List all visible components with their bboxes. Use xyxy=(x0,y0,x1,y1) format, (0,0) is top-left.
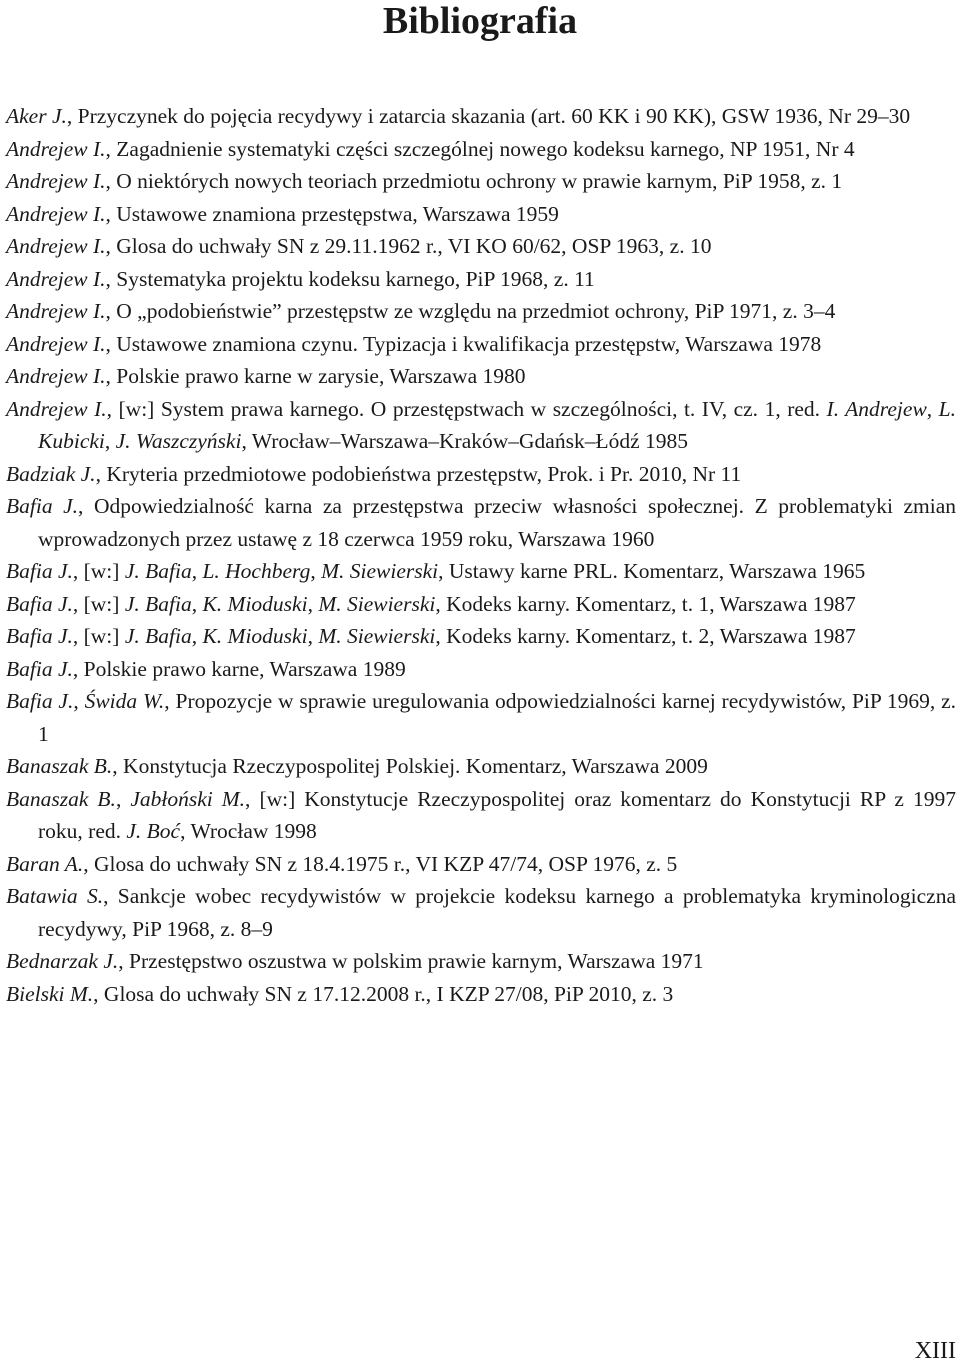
bibliography-entry: Banaszak B., Konstytucja Rzeczypospolitej Polskiej. Komentarz, Warszawa 2009 xyxy=(6,754,708,778)
bibliography-entry: Bielski M., Glosa do uchwały SN z 17.12.2008 r., I KZP 27/08, PiP 2010, z. 3 xyxy=(6,981,674,1006)
bibliography-entry: Aker J., Przyczynek do pojęcia recydywy i zatarcia skazania (art. 60 KK i 90 KK), GSW 1936, Nr 29–30 xyxy=(6,104,911,128)
bibliography-entry: Baran A., Glosa do uchwały SN z 18.4.1975 r., VI KZP 47/74, OSP 1976, z. 5 xyxy=(6,851,678,876)
bibliography-entry: Andrejew I., O „podobieństwie” przestępstw ze względu na przedmiot ochrony, PiP 1971, z. 3–4 xyxy=(6,299,836,323)
bibliography-entry: Andrejew I., Ustawowe znamiona czynu. Typizacja i kwalifikacja przestępstw, Warszawa 1978 xyxy=(6,331,822,356)
bibliography-entry: Bafia J., Polskie prawo karne, Warszawa 1989 xyxy=(6,656,406,681)
bibliography-entry: Banaszak B., Jabłoński M., [w:] Konstytucje Rzeczypospolitej oraz komentarz do Konstytucji RP z 1997 roku, red. J. Boć, Wrocław 1998 xyxy=(6,786,956,843)
bibliography-entry: Batawia S., Sankcje wobec recydywistów w projekcie kodeksu karnego a problematyka kryminologiczna recydywy, PiP 1968, z. 8–9 xyxy=(6,884,956,941)
bibliography-entry: Andrejew I., Ustawowe znamiona przestępstwa, Warszawa 1959 xyxy=(6,201,559,226)
bibliography-entry: Bafia J., [w:] J. Bafia, L. Hochberg, M. Siewierski, Ustawy karne PRL. Komentarz, Warszawa 1965 xyxy=(6,559,866,583)
page-number: XIII xyxy=(914,1338,956,1364)
bibliography-entry: Badziak J., Kryteria przedmiotowe podobieństwa przestępstw, Prok. i Pr. 2010, Nr 11 xyxy=(6,461,742,486)
bibliography-entry: Andrejew I., [w:] System prawa karnego. O przestępstwach w szczególności, t. IV, cz. 1, red. I. Andrejew, L. Kubicki, J. Waszczyński, Wrocław–Warszawa–Kraków–Gdańsk–Łódź 1985 xyxy=(6,396,957,453)
bibliography-entry: Andrejew I., Zagadnienie systematyki części szczególnej nowego kodeksu karnego, NP 1951, Nr 4 xyxy=(6,136,855,161)
bibliography-entry: Bafia J., [w:] J. Bafia, K. Mioduski, M. Siewierski, Kodeks karny. Komentarz, t. 2, Warszawa 1987 xyxy=(6,624,856,648)
bibliography-entry: Bafia J., Odpowiedzialność karna za przestępstwa przeciw własności społecznej. Z problematyki zmian wprowadzonych przez ustawę z 18 czerwca 1959 roku, Warszawa 1960 xyxy=(6,494,957,551)
bibliography-entry: Andrejew I., Systematyka projektu kodeksu karnego, PiP 1968, z. 11 xyxy=(6,266,595,291)
bibliography-entry: Bafia J., [w:] J. Bafia, K. Mioduski, M. Siewierski, Kodeks karny. Komentarz, t. 1, Warszawa 1987 xyxy=(6,591,856,616)
bibliography-entry: Bednarzak J., Przestępstwo oszustwa w polskim prawie karnym, Warszawa 1971 xyxy=(6,949,704,973)
bibliography-list xyxy=(6,100,956,1010)
bibliography-entry: Andrejew I., Polskie prawo karne w zarysie, Warszawa 1980 xyxy=(6,364,526,388)
bibliography-entry: Bafia J., Świda W., Propozycje w sprawie uregulowania odpowiedzialności karnej recydywistów, PiP 1969, z. 1 xyxy=(6,689,957,746)
bibliography-entry: Andrejew I., O niektórych nowych teoriach przedmiotu ochrony w prawie karnym, PiP 1958, z. 1 xyxy=(6,169,843,193)
page-title: Bibliografia xyxy=(382,0,578,42)
bibliography-entry: Andrejew I., Glosa do uchwały SN z 29.11.1962 r., VI KO 60/62, OSP 1963, z. 10 xyxy=(6,234,712,258)
